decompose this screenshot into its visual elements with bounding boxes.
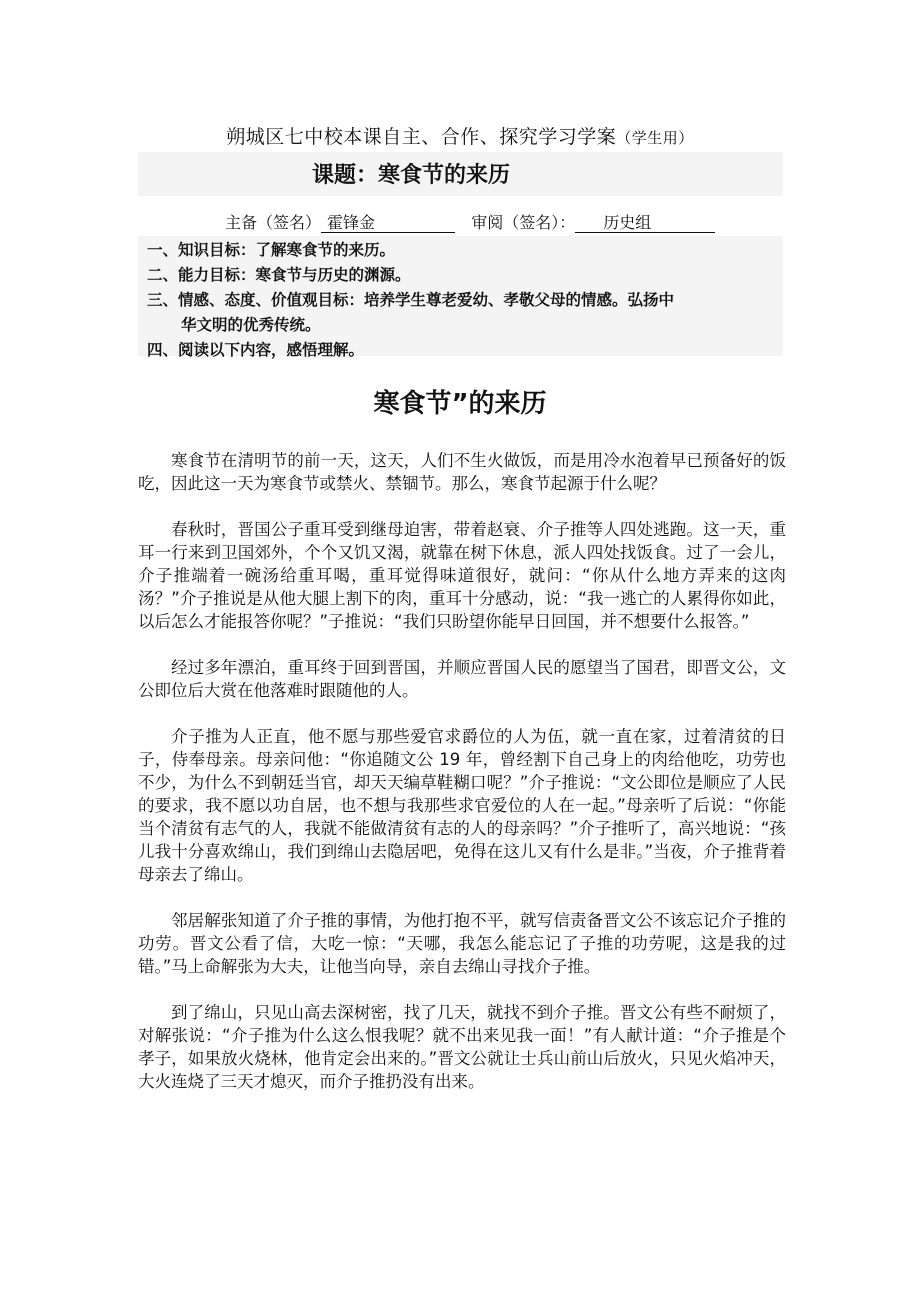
- article-paragraph: 春秋时，晋国公子重耳受到继母迫害，带着赵衰、介子推等人四处逃跑。这一天，重耳一行来到卫国郊外，个个又饥又渴，就靠在树下休息，派人四处找饭食。过了一会儿，介子推端着一碗汤给重耳喝，重耳觉得味道很好，就问：“你从什么地方弄来的这肉汤？”介子推说是从他大腿上割下的肉，重耳十分感动，说：“我一逃亡的人累得你如此，以后怎么才能报答你呢？”子推说：“我们只盼望你能早日回国，并不想要什么报答。”: [138, 520, 786, 631]
- goal-ability: 二、能力目标：寒食节与历史的渊源。: [147, 266, 411, 284]
- document-header: [0, 122, 920, 149]
- header-title-suffix: （学生用）: [616, 129, 694, 147]
- article-paragraph: 经过多年漂泊，重耳终于回到晋国，并顺应晋国人民的愿望当了国君，即晋文公，文公即位后大赏在他落难时跟随他的人。: [138, 658, 786, 700]
- article-title: 寒食节”的来历: [373, 389, 547, 419]
- article-body: [138, 449, 786, 1116]
- topic-title: 课题：寒食节的来历: [312, 163, 511, 188]
- article-paragraph: 到了绵山，只见山高去深树密，找了几天，就找不到介子推。晋文公有些不耐烦了，对解张说：“介子推为什么这么恨我呢？就不出来见我一面！”有人献计道：“介子推是个孝子，如果放火烧林，他肯定会出来的。”晋文公就让士兵山前山后放火，只见火焰冲天，大火连烧了三天才熄灭，而介子推扔没有出来。: [138, 1003, 786, 1091]
- header-title: 朔城区七中校本课自主、合作、探究学习学案: [226, 126, 617, 148]
- preparer-name: 霍锋金: [321, 214, 455, 233]
- goal-knowledge: 一、知识目标：了解寒食节的来历。: [147, 241, 396, 259]
- article-paragraph: 邻居解张知道了介子推的事情，为他打抱不平，就写信责备晋文公不该忘记介子推的功劳。晋文公看了信，大吃一惊：“天哪，我怎么能忘记了子推的功劳呢，这是我的过错。”马上命解张为大夫，让他当向导，亲自去绵山寻找介子推。: [138, 911, 786, 976]
- article-paragraph: 寒食节在清明节的前一天，这天，人们不生火做饭，而是用冷水泡着早已预备好的饭吃，因此这一天为寒食节或禁火、禁锢节。那么，寒食节起源于什么呢？: [138, 451, 786, 493]
- learning-goals: [147, 238, 787, 363]
- signature-line: [225, 210, 715, 233]
- goal-emotion: 三、情感、态度、价值观目标：培养学生尊老爱幼、孝敬父母的情感。弘扬中: [147, 291, 675, 309]
- article-paragraph: 介子推为人正直，他不愿与那些爱官求爵位的人为伍，就一直在家，过着清贫的日子，侍奉母亲。母亲问他：“你追随文公 19 年，曾经割下自己身上的肉给他吃，功劳也不少，为什么不到朝廷当官，却天天编草鞋糊口呢？”介子推说：“文公即位是顺应了人民的要求，我不愿以功自居，也不想与我那些求官爱位的人在一起。”母亲听了后说：“你能当个清贫有志气的人，我就不能做清贫有志的人的母亲吗？”介子推听了，高兴地说：“孩儿我十分喜欢绵山，我们到绵山去隐居吧，免得在这儿又有什么是非。”当夜，介子推背着母亲去了绵山。: [138, 727, 786, 884]
- goal-emotion-continued: 华文明的优秀传统。: [181, 316, 321, 334]
- reviewer-label: 审阅（签名）：: [471, 213, 576, 232]
- goal-reading: 四、阅读以下内容，感悟理解。: [147, 341, 365, 359]
- reviewer-name: 历史组: [575, 214, 715, 233]
- preparer-label: 主备（签名）: [225, 213, 322, 232]
